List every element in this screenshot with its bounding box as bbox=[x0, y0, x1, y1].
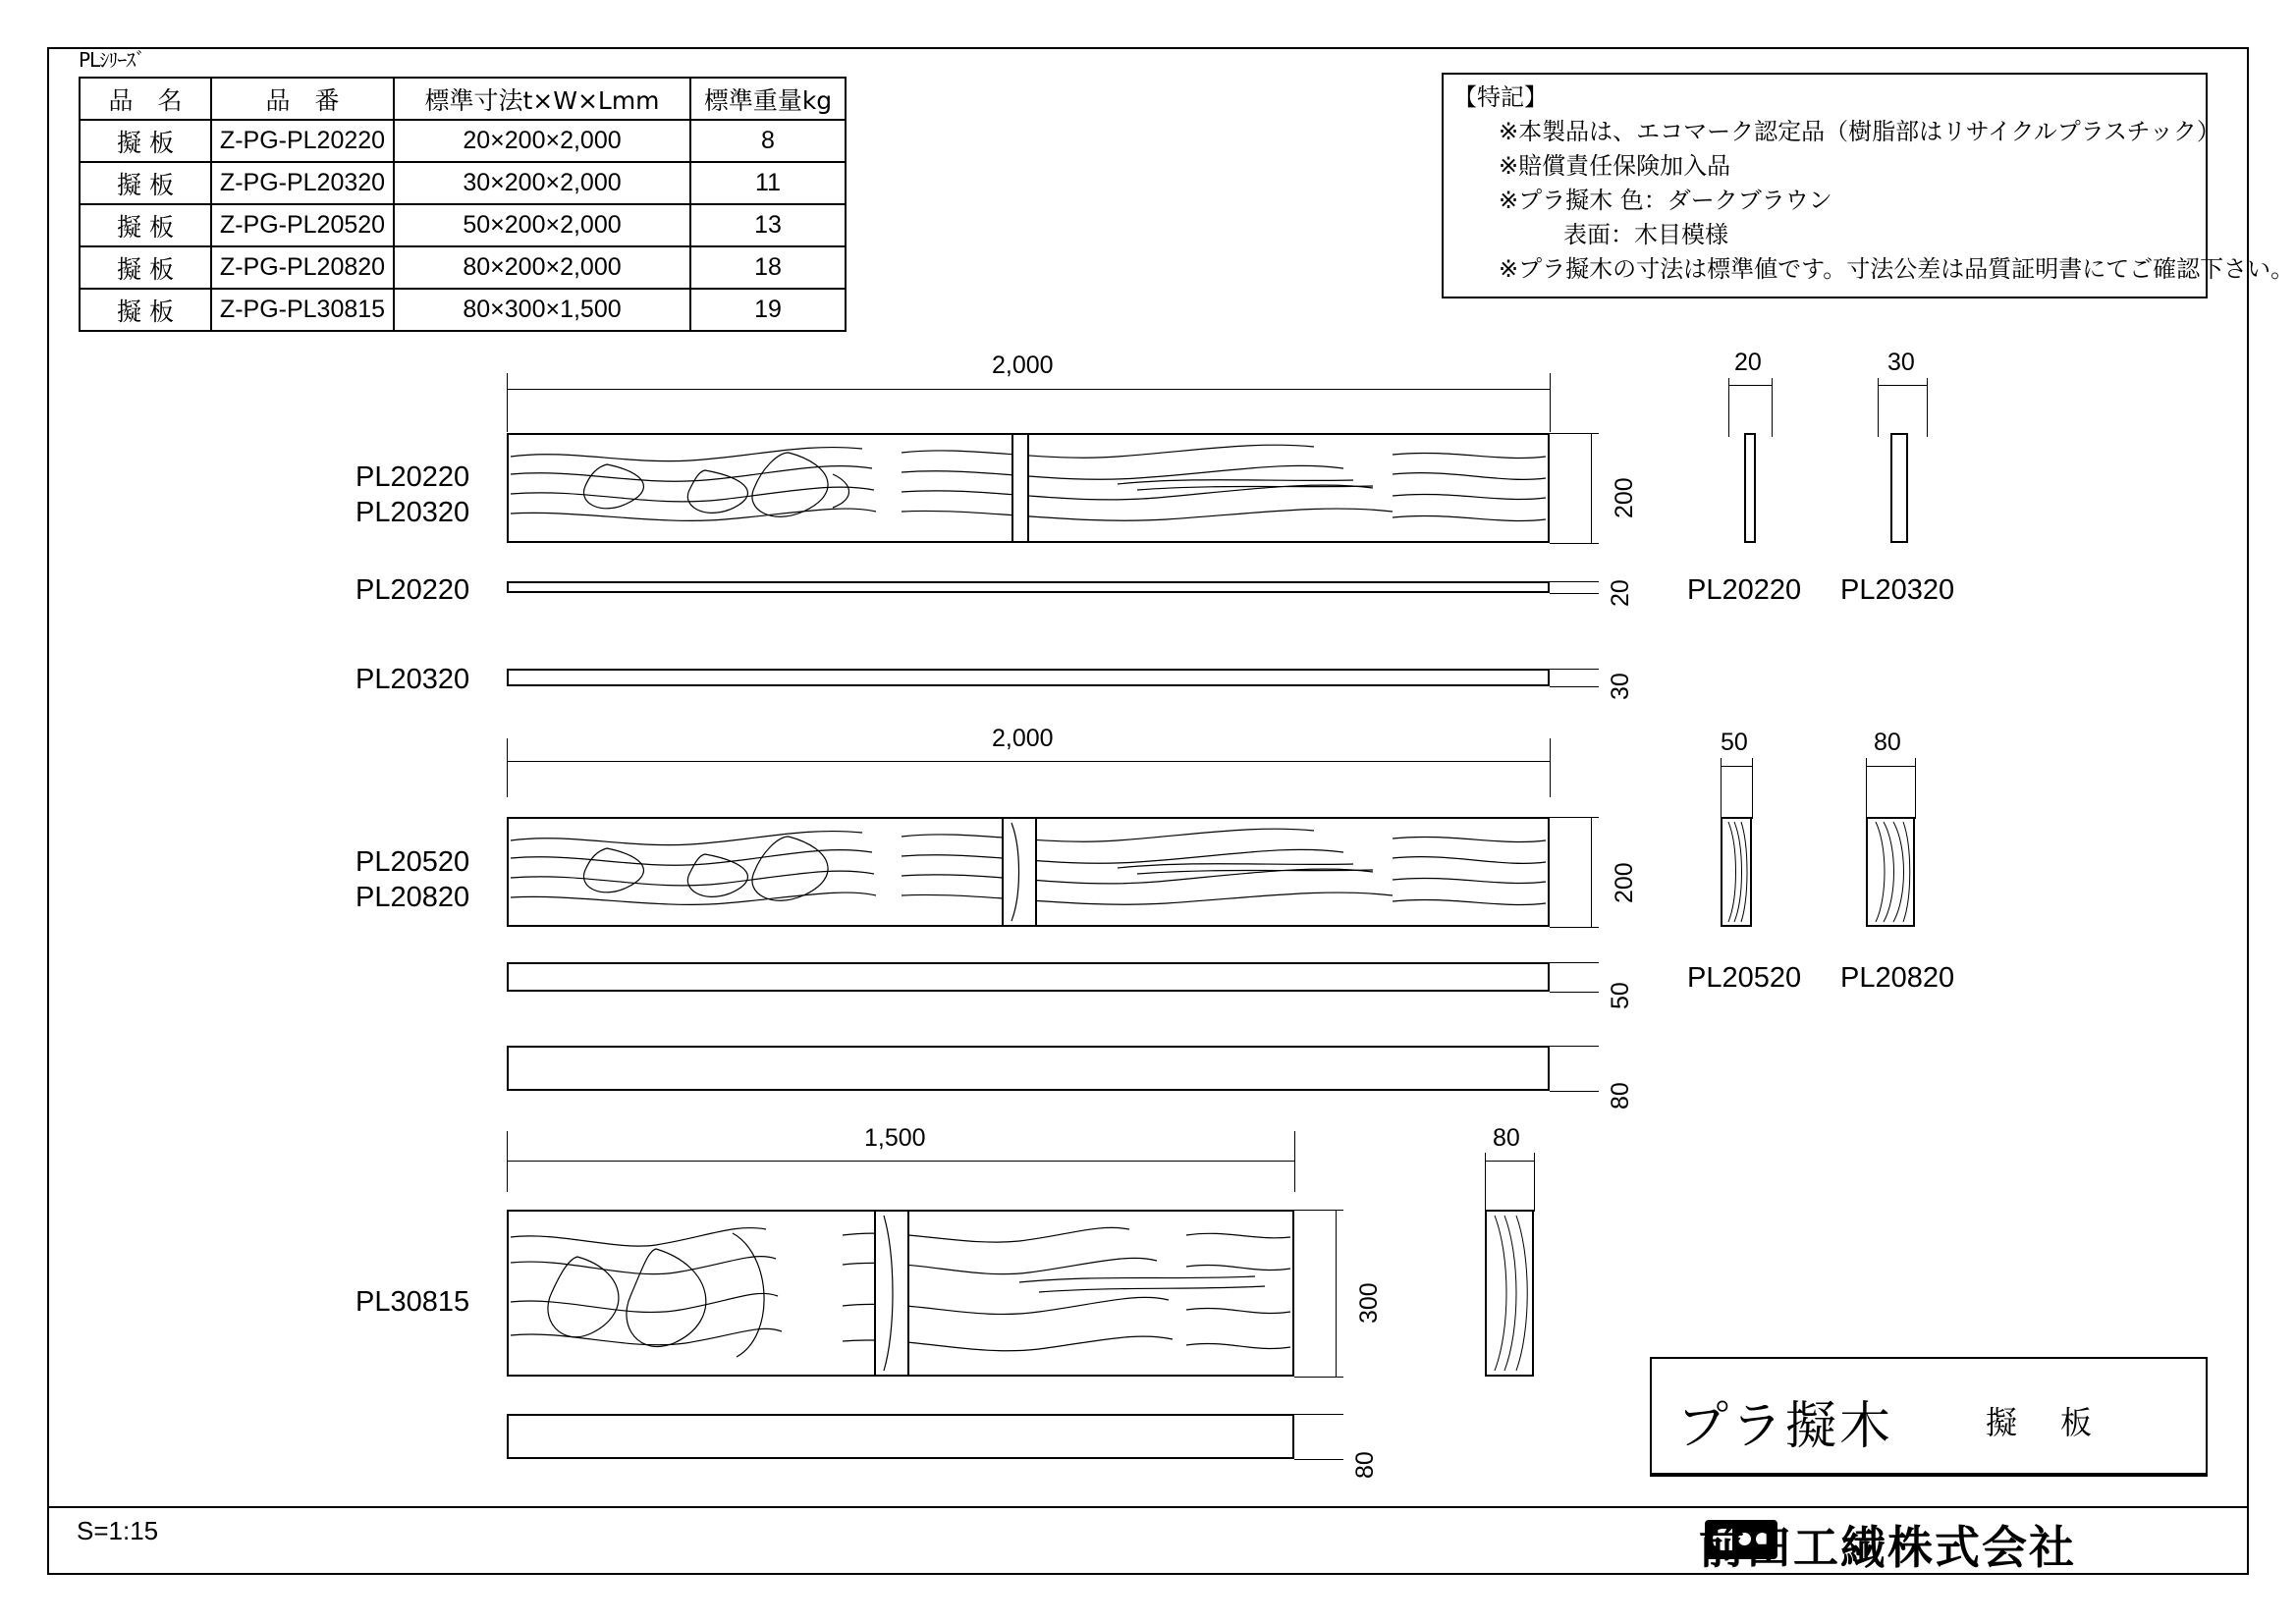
notes-title: 【特記】 bbox=[1453, 83, 1548, 111]
view-label-edge-pl20320: PL20320 bbox=[355, 664, 470, 695]
cell-size: 80×200×2,000 bbox=[394, 246, 690, 289]
extension-line bbox=[1534, 1153, 1535, 1212]
bottom-divider bbox=[49, 1506, 2249, 1508]
section-dim-g3: 80 bbox=[1493, 1124, 1520, 1152]
company-name: 前田工繊株式会社 bbox=[1699, 1521, 2076, 1574]
extension-line bbox=[1336, 1210, 1337, 1377]
dimension-thickness-g3: 80 bbox=[1351, 1451, 1379, 1479]
extension-line bbox=[1550, 738, 1551, 797]
notes-line: ※本製品は、エコマーク認定品（樹脂部はリサイクルプラスチック） bbox=[1499, 118, 2220, 145]
extension-tick bbox=[1550, 992, 1599, 993]
section-label-pl20820: PL20820 bbox=[1840, 962, 1955, 994]
view-label-edge-pl20220: PL20220 bbox=[355, 574, 470, 606]
wood-grain-icon bbox=[1004, 819, 1035, 925]
section-pl20820 bbox=[1866, 817, 1915, 927]
dimension-line bbox=[1485, 1161, 1534, 1162]
table-header-cell: 品 番 bbox=[211, 78, 394, 120]
view-label-pl30815: PL30815 bbox=[355, 1286, 470, 1318]
dimension-line bbox=[1728, 385, 1772, 386]
extension-line bbox=[1591, 817, 1592, 927]
extension-tick bbox=[1294, 1210, 1343, 1211]
extension-line bbox=[507, 373, 508, 432]
table-row bbox=[80, 162, 846, 204]
cell-name: 擬 板 bbox=[80, 246, 211, 289]
cell-code: Z-PG-PL30815 bbox=[211, 289, 394, 331]
section-sliver-g2 bbox=[1002, 817, 1037, 927]
cell-weight: 13 bbox=[690, 204, 846, 246]
section-label-pl20320: PL20320 bbox=[1840, 574, 1955, 606]
notes-line: ※プラ擬木の寸法は標準値です。寸法公差は品質証明書にてご確認下さい。 bbox=[1499, 255, 2295, 283]
dimension-line bbox=[1866, 766, 1915, 767]
wood-grain-icon bbox=[876, 1212, 907, 1375]
dimension-thickness-30: 30 bbox=[1607, 673, 1634, 700]
extension-line bbox=[1721, 758, 1722, 819]
extension-line bbox=[507, 738, 508, 797]
extension-line bbox=[1485, 1153, 1486, 1212]
view-label-pl20320: PL20320 bbox=[355, 497, 470, 528]
extension-tick bbox=[1550, 433, 1599, 434]
series-label: PLｼﾘｰｽﾞ bbox=[79, 48, 145, 72]
extension-tick bbox=[1550, 962, 1599, 963]
extension-line bbox=[1728, 378, 1729, 437]
extension-line bbox=[1866, 758, 1867, 819]
table-header-cell: 品 名 bbox=[80, 78, 211, 120]
plank-edge-pl20820 bbox=[507, 1046, 1550, 1091]
section-pl20320 bbox=[1890, 433, 1908, 543]
dimension-line bbox=[1878, 385, 1927, 386]
dimension-length-g1: 2,000 bbox=[992, 352, 1054, 379]
cell-name: 擬 板 bbox=[80, 204, 211, 246]
cell-name: 擬 板 bbox=[80, 289, 211, 331]
wood-grain-icon bbox=[1722, 819, 1750, 925]
dimension-width-g3: 300 bbox=[1355, 1282, 1383, 1324]
extension-tick bbox=[1550, 581, 1599, 582]
scale-label: S=1:15 bbox=[77, 1516, 159, 1545]
cell-weight: 18 bbox=[690, 246, 846, 289]
cell-size: 50×200×2,000 bbox=[394, 204, 690, 246]
extension-line bbox=[1927, 378, 1928, 437]
plank-edge-pl20520 bbox=[507, 962, 1550, 992]
dimension-line bbox=[507, 761, 1550, 762]
notes-box bbox=[1442, 73, 2295, 298]
extension-tick bbox=[1294, 1414, 1343, 1415]
section-dim-20: 20 bbox=[1734, 349, 1762, 376]
cell-size: 20×200×2,000 bbox=[394, 120, 690, 162]
table-header-cell: 標準重量kg bbox=[690, 78, 846, 120]
dimension-line bbox=[1721, 766, 1752, 767]
dimension-line bbox=[507, 1161, 1294, 1162]
section-dim-50: 50 bbox=[1721, 729, 1748, 756]
notes-line: ※賠償責任保険加入品 bbox=[1499, 152, 1731, 180]
section-dim-30: 30 bbox=[1887, 349, 1915, 376]
product-title: プラ擬木 bbox=[1677, 1397, 1894, 1456]
dimension-line bbox=[507, 389, 1550, 390]
section-pl20220 bbox=[1744, 433, 1756, 543]
view-label-pl20820: PL20820 bbox=[355, 882, 470, 913]
cell-code: Z-PG-PL20520 bbox=[211, 204, 394, 246]
section-label-pl20520: PL20520 bbox=[1687, 962, 1802, 994]
table-row bbox=[80, 246, 846, 289]
product-subtitle: 擬 板 bbox=[1986, 1404, 2099, 1441]
cell-code: Z-PG-PL20220 bbox=[211, 120, 394, 162]
table-header-cell: 標準寸法t×W×Lmm bbox=[394, 78, 690, 120]
section-label-pl20220: PL20220 bbox=[1687, 574, 1802, 606]
view-label-pl20520: PL20520 bbox=[355, 846, 470, 878]
extension-line bbox=[1550, 373, 1551, 432]
notes-line: 表面：木目模様 bbox=[1563, 221, 1728, 248]
extension-tick bbox=[1550, 1091, 1599, 1092]
section-pl20520 bbox=[1721, 817, 1752, 927]
cell-code: Z-PG-PL20820 bbox=[211, 246, 394, 289]
extension-line bbox=[1915, 758, 1916, 819]
plank-edge-pl20220 bbox=[507, 581, 1550, 593]
extension-tick bbox=[1550, 817, 1599, 818]
dimension-thickness-50: 50 bbox=[1607, 982, 1634, 1009]
extension-line bbox=[507, 1131, 508, 1192]
spec-table bbox=[79, 77, 847, 332]
notes-line: ※プラ擬木 色：ダークブラウン bbox=[1499, 187, 1832, 214]
extension-line bbox=[1294, 1131, 1295, 1192]
cell-size: 30×200×2,000 bbox=[394, 162, 690, 204]
extension-tick bbox=[1550, 1046, 1599, 1047]
dimension-thickness-80: 80 bbox=[1607, 1082, 1634, 1109]
cell-name: 擬 板 bbox=[80, 162, 211, 204]
extension-line bbox=[1772, 378, 1773, 437]
title-block bbox=[1650, 1357, 2208, 1475]
extension-tick bbox=[1294, 1377, 1343, 1378]
table-row bbox=[80, 289, 846, 331]
cell-name: 擬 板 bbox=[80, 120, 211, 162]
section-sliver-g1 bbox=[1011, 433, 1029, 543]
table-row bbox=[80, 120, 846, 162]
extension-tick bbox=[1550, 686, 1599, 687]
title-divider bbox=[1650, 1475, 2208, 1477]
section-sliver-g3 bbox=[874, 1210, 909, 1377]
cell-weight: 8 bbox=[690, 120, 846, 162]
extension-line bbox=[1878, 378, 1879, 437]
table-header-row bbox=[80, 78, 846, 120]
cell-code: Z-PG-PL20320 bbox=[211, 162, 394, 204]
view-label-pl20220: PL20220 bbox=[355, 461, 470, 493]
plank-edge-pl20320 bbox=[507, 669, 1550, 686]
extension-tick bbox=[1294, 1459, 1343, 1460]
dimension-width-g2: 200 bbox=[1611, 862, 1638, 903]
cell-size: 80×300×1,500 bbox=[394, 289, 690, 331]
cell-weight: 19 bbox=[690, 289, 846, 331]
extension-line bbox=[1752, 758, 1753, 819]
extension-tick bbox=[1550, 593, 1599, 594]
extension-line bbox=[1591, 433, 1592, 543]
wood-grain-icon bbox=[1868, 819, 1913, 925]
section-dim-80: 80 bbox=[1874, 729, 1901, 756]
table-row bbox=[80, 204, 846, 246]
dimension-length-g2: 2,000 bbox=[992, 725, 1054, 752]
section-pl30815 bbox=[1485, 1210, 1534, 1377]
wood-grain-icon bbox=[1487, 1212, 1532, 1375]
extension-tick bbox=[1550, 669, 1599, 670]
extension-tick bbox=[1550, 927, 1599, 928]
dimension-length-g3: 1,500 bbox=[864, 1124, 926, 1152]
cell-weight: 11 bbox=[690, 162, 846, 204]
dimension-thickness-20: 20 bbox=[1607, 579, 1634, 607]
plank-edge-pl30815 bbox=[507, 1414, 1294, 1459]
dimension-width-g1: 200 bbox=[1611, 477, 1638, 518]
extension-tick bbox=[1550, 543, 1599, 544]
